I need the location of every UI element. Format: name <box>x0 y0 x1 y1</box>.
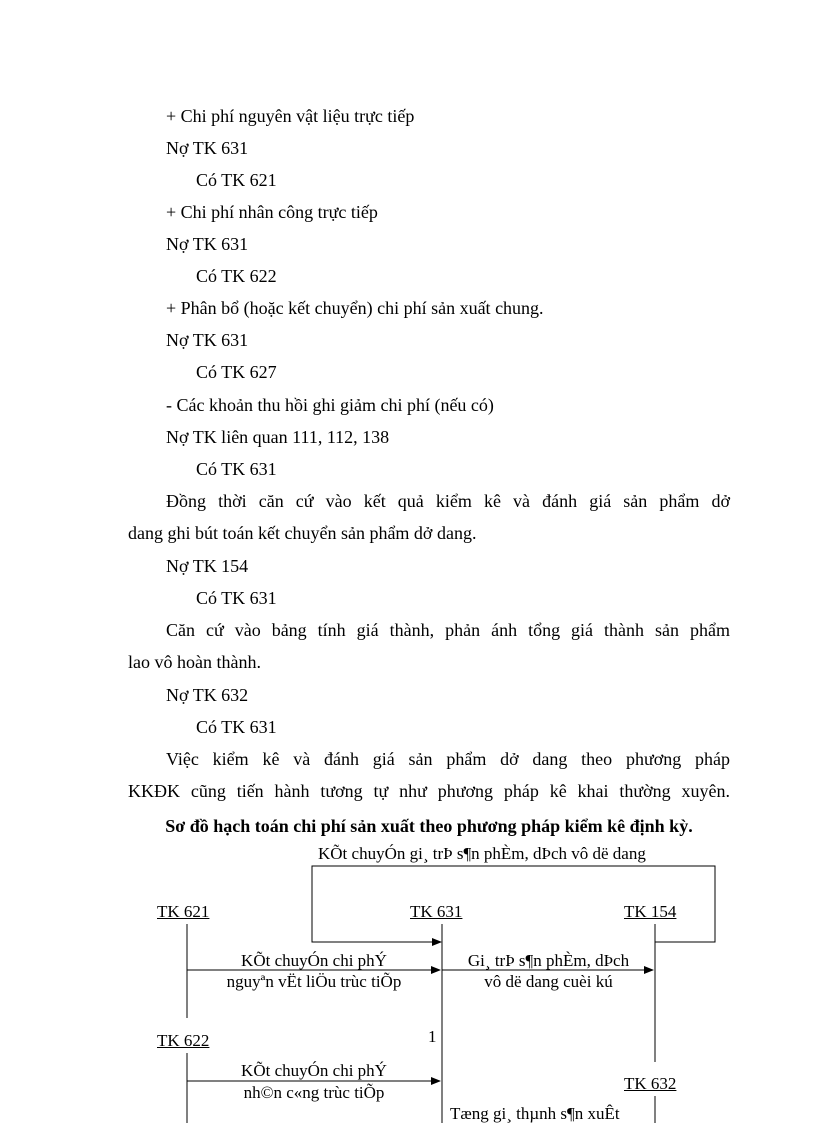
text-line: Có TK 621 <box>196 170 277 190</box>
marker-label: 1 <box>428 1027 437 1046</box>
paragraph-line: lao vô hoàn thành. <box>128 652 261 672</box>
arrow-label-622: nh©n c«ng trùc tiÕp <box>243 1083 385 1102</box>
arrow-label-632: Tæng gi¸ thµnh s¶n xuÊt <box>450 1104 620 1123</box>
paragraph-line: Đồng thời căn cứ vào kết quả kiểm kê và đánh giá sản phẩm dở <box>166 491 730 511</box>
text-line: + Chi phí nhân công trực tiếp <box>166 202 378 222</box>
text-line: Nợ TK 631 <box>166 234 249 254</box>
tk631-label: TK 631 <box>410 902 463 921</box>
text-line: Có TK 631 <box>196 459 277 479</box>
paragraph-line: Việc kiểm kê và đánh giá sản phẩm dở dang theo phương pháp <box>166 749 730 769</box>
paragraph-line: dang ghi bút toán kết chuyển sản phẩm dở dang. <box>128 523 477 543</box>
diagram-title: Sơ đồ hạch toán chi phí sản xuất theo phương pháp kiểm kê định kỳ. <box>165 816 693 836</box>
text-line: + Chi phí nguyên vật liệu trực tiếp <box>166 106 415 126</box>
text-line: Có TK 627 <box>196 362 277 382</box>
tk622-label: TK 622 <box>157 1031 210 1050</box>
text-line: Nợ TK 631 <box>166 138 249 158</box>
text-line: Nợ TK 631 <box>166 330 249 350</box>
tk154-label: TK 154 <box>624 902 677 921</box>
arrow-label-622: KÕt chuyÓn chi phÝ <box>241 1061 387 1080</box>
arrow-label-621: nguyªn vËt liÖu trùc tiÕp <box>226 972 402 991</box>
arrow-label-154: Gi¸ trÞ s¶n phÈm, dÞch <box>467 951 630 970</box>
paragraph-line: Căn cứ vào bảng tính giá thành, phản ánh tổng giá thành sản phẩm <box>166 620 730 640</box>
tk632-label: TK 632 <box>624 1074 677 1093</box>
text-line: Có TK 631 <box>196 588 277 608</box>
text-line: - Các khoản thu hồi ghi giảm chi phí (nếu có) <box>166 395 494 415</box>
tk621-label: TK 621 <box>157 902 210 921</box>
text-line: Nợ TK 632 <box>166 685 249 705</box>
paragraph-line: KKĐK cũng tiến hành tương tự như phương pháp kê khai thường xuyên. <box>128 781 730 801</box>
loop-label: KÕt chuyÓn gi¸ trÞ s¶n phÈm, dÞch vô dë dang <box>318 844 646 863</box>
text-line: Có TK 631 <box>196 717 277 737</box>
text-line: Nợ TK liên quan 111, 112, 138 <box>166 427 390 447</box>
text-line: Có TK 622 <box>196 266 277 286</box>
arrow-label-621: KÕt chuyÓn chi phÝ <box>241 951 387 970</box>
text-line: + Phân bổ (hoặc kết chuyển) chi phí sản xuất chung. <box>166 298 544 318</box>
arrow-label-154: vô dë dang cuèi kú <box>484 972 613 991</box>
text-line: Nợ TK 154 <box>166 556 249 576</box>
